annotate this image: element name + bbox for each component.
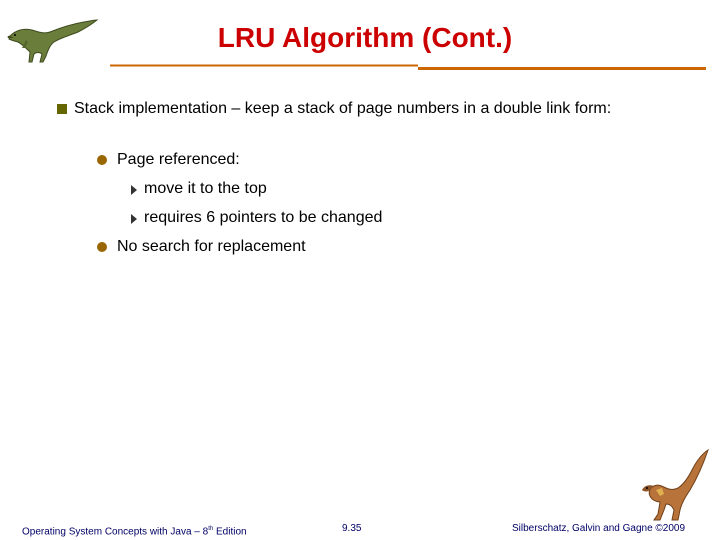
slide-title: LRU Algorithm (Cont.) [217, 22, 513, 53]
footer-course-superscript: th [208, 526, 214, 532]
dinosaur-icon [6, 14, 98, 64]
round-bullet-icon [97, 242, 107, 252]
square-bullet-icon [57, 104, 67, 114]
bullet-text: No search for replacement [117, 238, 306, 255]
triangle-bullet-icon [131, 185, 137, 195]
bullet-text: Page referenced: [117, 151, 240, 168]
footer-course-suffix: Edition [213, 526, 247, 538]
bullet-text: requires 6 pointers to be changed [144, 209, 383, 226]
round-bullet-icon [97, 155, 107, 165]
bullet-text: Stack implementation – keep a stack of page numbers in a double link form: [74, 100, 612, 117]
triangle-bullet-icon [131, 214, 137, 224]
bullet-text: move it to the top [144, 180, 267, 197]
footer-course-title [22, 522, 247, 539]
dinosaur-icon [636, 444, 710, 524]
footer-page-number: 9.35 [342, 523, 362, 534]
title-divider [110, 64, 706, 70]
footer-copyright: Silberschatz, Galvin and Gagne ©2009 [512, 523, 686, 534]
footer-course-prefix: Operating System Concepts with Java – 8 [22, 526, 209, 538]
